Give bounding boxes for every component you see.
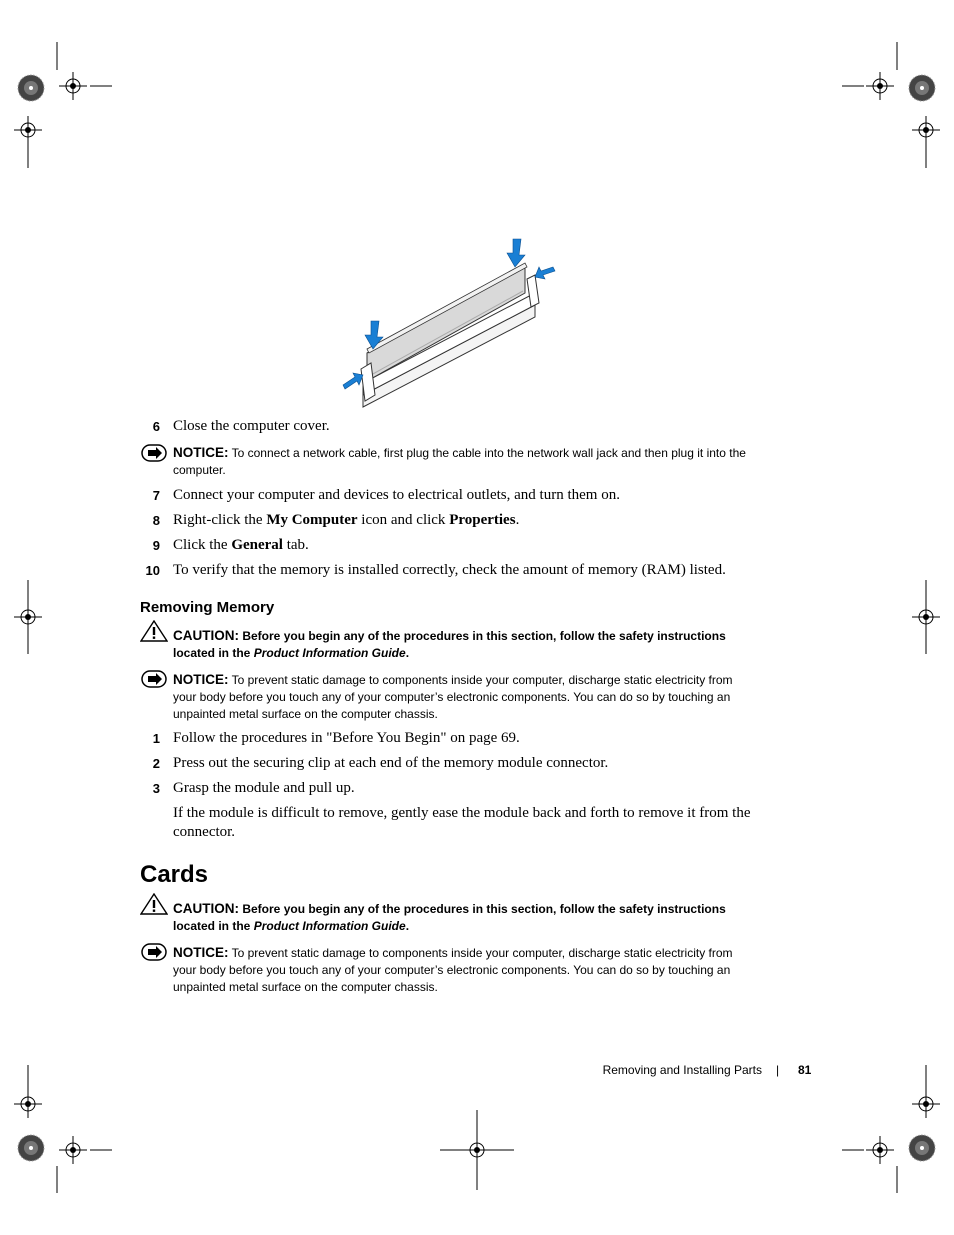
step-text: Right-click the My Computer icon and click Properties. [173, 512, 520, 528]
registration-mark-icon [18, 75, 44, 101]
notice-block [173, 444, 763, 479]
step-number: 7 [152, 488, 160, 503]
step-number: 10 [145, 563, 160, 578]
step-text: Press out the securing clip at each end of the memory module connector. [173, 755, 609, 771]
notice-label: NOTICE: [173, 945, 229, 960]
step-text: Click the General tab. [173, 537, 309, 553]
registration-mark-icon [909, 75, 935, 101]
footer-section-title: Removing and Installing Parts [602, 1063, 762, 1077]
registration-mark-icon [59, 72, 87, 100]
registration-mark-icon [912, 603, 940, 631]
step-number: 9 [152, 538, 160, 553]
step-text: Follow the procedures in "Before You Begin" on page 69. [173, 730, 520, 746]
registration-mark-icon [18, 1135, 44, 1161]
notice-block [173, 944, 743, 996]
registration-mark-icon [912, 1090, 940, 1118]
ui-term-my-computer: My Computer [266, 512, 358, 528]
section-heading: Removing Memory [140, 599, 275, 616]
page-number: 81 [798, 1063, 812, 1077]
ui-term-properties: Properties [449, 512, 516, 528]
registration-mark-icon [866, 72, 894, 100]
notice-icon [141, 943, 167, 961]
chapter-heading: Cards [140, 861, 209, 888]
step-text: Close the computer cover. [173, 418, 330, 434]
caution-label: CAUTION: [173, 628, 239, 643]
ui-term-general: General [231, 537, 283, 553]
step-followup-text: If the module is difficult to remove, gently ease the module back and forth to remove it from the connector. [173, 805, 751, 840]
notice-block [173, 671, 743, 723]
notice-icon [141, 670, 167, 688]
step-text: To verify that the memory is installed correctly, check the amount of memory (RAM) listed. [173, 562, 726, 578]
notice-label: NOTICE: [173, 672, 229, 687]
notice-text: To prevent static damage to components inside your computer, discharge static electricity from your body before you touch any of your computer’s electronic components. You can do so by touching an unpainted metal surface on the computer chassis. [173, 673, 733, 721]
caution-block: CAUTION: Before you begin any of the procedures in this section, follow the safety instructions located in the Product Information Guide. [173, 628, 726, 660]
step-number: 3 [152, 781, 160, 796]
step-text: Connect your computer and devices to electrical outlets, and turn them on. [173, 487, 620, 503]
registration-mark-icon [59, 1136, 87, 1164]
caution-icon [140, 620, 168, 642]
step-number: 6 [152, 419, 160, 434]
step-text: Grasp the module and pull up. [173, 780, 355, 796]
footer-separator: | [776, 1063, 780, 1077]
registration-mark-icon [14, 603, 42, 631]
caution-text: Before you begin any of the procedures in this section, follow the safety instructions located in the [173, 902, 726, 933]
caution-label: CAUTION: [173, 901, 239, 916]
caution-block: CAUTION: Before you begin any of the procedures in this section, follow the safety instructions located in the Product Information Guide. [173, 901, 726, 933]
notice-icon [141, 444, 167, 462]
caution-text: Before you begin any of the procedures in this section, follow the safety instructions located in the [173, 629, 726, 660]
notice-text: To prevent static damage to components inside your computer, discharge static electricity from your body before you touch any of your computer’s electronic components. You can do so by touching an unpainted metal surface on the computer chassis. [173, 946, 733, 994]
guide-title: Product Information Guide [253, 919, 406, 933]
registration-mark-icon [909, 1135, 935, 1161]
registration-mark-icon [463, 1136, 491, 1164]
notice-label: NOTICE: [173, 445, 229, 460]
registration-mark-icon [14, 1090, 42, 1118]
registration-mark-icon [912, 116, 940, 144]
guide-title: Product Information Guide [253, 646, 406, 660]
registration-mark-icon [14, 116, 42, 144]
step-number: 2 [152, 756, 160, 771]
step-number: 1 [152, 731, 160, 746]
caution-icon [140, 893, 168, 915]
step-number: 8 [152, 513, 160, 528]
memory-module-illustration [335, 235, 565, 410]
registration-mark-icon [866, 1136, 894, 1164]
notice-text: To connect a network cable, first plug the cable into the network wall jack and then plug it into the computer. [173, 446, 746, 477]
